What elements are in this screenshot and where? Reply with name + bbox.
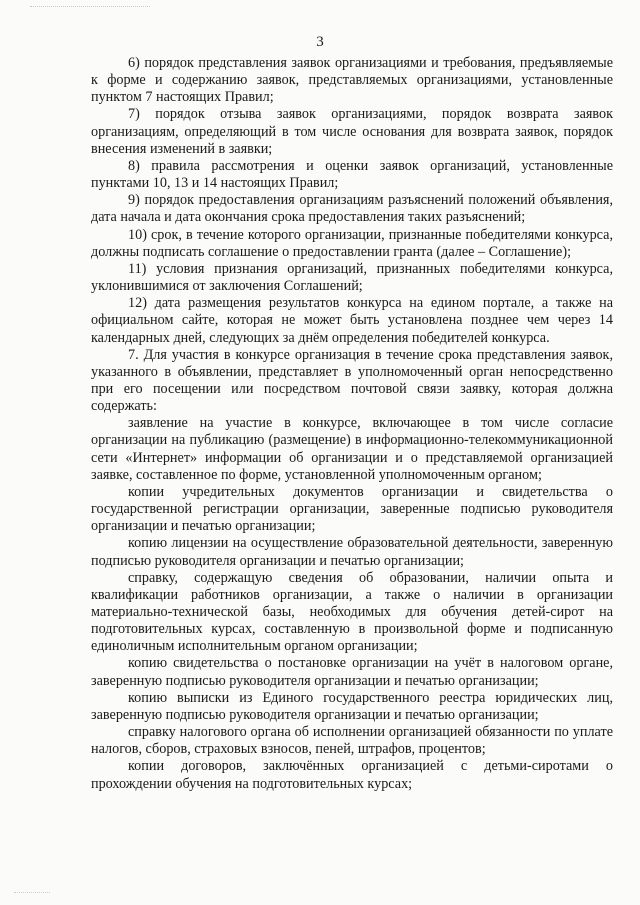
- paragraph: копию свидетельства о постановке организации на учёт в налоговом органе, заверенную подписью руководителя организации и печатью организации;: [91, 655, 613, 689]
- paragraph: справку, содержащую сведения об образовании, наличии опыта и квалификации работников организации, а также о наличии в организации материально-технической базы, необходимых для обучения детей-сирот на подготовительных курсах, составленную в произвольной форме и подписанную единоличным исполнительным органом организации;: [91, 569, 613, 655]
- paragraph: 11) условия признания организаций, признанных победителями конкурса, уклонившимися от заключения Соглашений;: [91, 260, 613, 295]
- paragraph: 8) правила рассмотрения и оценки заявок организаций, установленные пунктами 10, 13 и 14 настоящих Правил;: [91, 157, 613, 192]
- paragraph: 6) порядок представления заявок организациями и требования, предъявляемые к форме и содержанию заявок, представляемых организациями, установленные пунктом 7 настоящих Правил;: [91, 55, 613, 106]
- paragraph: справку налогового органа об исполнении организацией обязанности по уплате налогов, сборов, страховых взносов, пеней, штрафов, процентов;: [91, 724, 613, 758]
- paragraph: заявление на участие в конкурсе, включающее в том числе согласие организации на публикацию (размещение) в информационно-телекоммуникационной сети «Интернет» информации об организации и о представляемой организацией заявке, составленное по форме, установленной уполномоченным органом;: [91, 415, 613, 483]
- document-body: [91, 55, 613, 793]
- paragraph: копии договоров, заключённых организацией с детьми-сиротами о прохождении обучения на подготовительных курсах;: [91, 758, 613, 792]
- paragraph: 12) дата размещения результатов конкурса на едином портале, а также на официальном сайте, которая не может быть установлена позднее чем через 14 календарных дней, следующих за днём определения победителей конкурса.: [91, 295, 613, 346]
- scan-artifact: [14, 892, 50, 895]
- scan-artifact: [30, 6, 150, 9]
- paragraph: копию лицензии на осуществление образовательной деятельности, заверенную подписью руководителя организации и печатью организации;: [91, 535, 613, 569]
- paragraph: 10) срок, в течение которого организации, признанные победителями конкурса, должны подписать соглашение о предоставлении гранта (далее – Соглашение);: [91, 226, 613, 260]
- paragraph: 7. Для участия в конкурсе организация в течение срока представления заявок, указанного в объявлении, представляет в уполномоченный орган непосредственно при его посещении или посредством почтовой связи заявку, которая должна содержать:: [91, 346, 613, 415]
- paragraph: копии учредительных документов организации и свидетельства о государственной регистрации организации, заверенные подписью руководителя организации и печатью организации;: [91, 483, 613, 535]
- paragraph: копию выписки из Единого государственного реестра юридических лиц, заверенную подписью руководителя организации и печатью организации;: [91, 689, 613, 723]
- paragraph: 9) порядок предоставления организациям разъяснений положений объявления, дата начала и дата окончания срока предоставления таких разъяснений;: [91, 192, 613, 226]
- paragraph: 7) порядок отзыва заявок организациями, порядок возврата заявок организациям, определяющий в том числе основания для возврата заявок, порядок внесения изменений в заявки;: [91, 106, 613, 157]
- page-number: 3: [316, 34, 324, 50]
